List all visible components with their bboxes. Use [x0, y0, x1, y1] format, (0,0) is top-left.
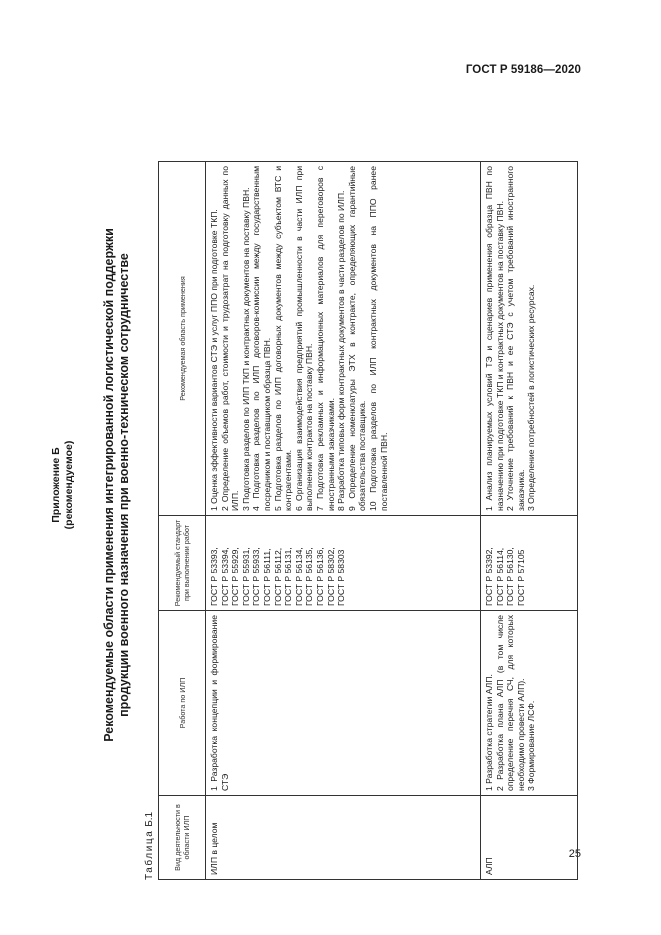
area-item: 6 Организация взаимодействия предприятий промышленности в части ИЛП при выполнении контрактов на поставку ПВН.: [293, 166, 315, 511]
area-item: 3 Подготовка разделов по ИЛП ТКП и контрактных документов на поставку ПВН.: [240, 187, 251, 511]
table-caption-number: Б.1: [144, 811, 155, 827]
standard-item: ГОСТ Р 53392,: [484, 547, 494, 606]
area-item: 1 Оценка эффективности вариантов СТЭ и услуг ППО при подготовке ТКП.: [209, 209, 219, 511]
cell-works: [481, 611, 578, 796]
cell-standards: [206, 516, 481, 611]
area-item: 5 Подготовка разделов по ИЛП договорных документов между субъектом ВТС и контрагентами.: [272, 166, 294, 511]
standard-item: ГОСТ Р 56111,: [261, 548, 272, 606]
table-caption: [144, 812, 155, 880]
area-item: 4 Подготовка разделов по ИЛП договоров-комиссии между государственным посредником и поставщиком образца ПВН.: [251, 166, 272, 511]
page-number: 25: [568, 848, 581, 860]
standard-item: ГОСТ Р 56130,: [505, 547, 516, 606]
cell-activity: АЛП: [481, 796, 578, 880]
page-title: [102, 90, 132, 880]
area-item: 7 Подготовка рекламных и информационных материалов для переговоров с иностранными заказчиками.: [314, 166, 336, 511]
area-item: 3 Определение потребностей в логистических ресурсах.: [526, 284, 537, 511]
standard-item: ГОСТ Р 56134,: [293, 547, 304, 606]
header-activity: Вид деятельности в области ИЛП: [159, 796, 206, 880]
standard-item: ГОСТ Р 55933,: [251, 547, 262, 606]
standard-item: ГОСТ Р 56112,: [272, 547, 283, 606]
area-item: 2 Уточнение требований к ПВН и ее СТЭ с учетом требований иностранного заказчика.: [505, 166, 526, 511]
work-item: 1 Разработка концепции и формирование СТЭ: [209, 615, 230, 791]
standard-item: ГОСТ Р 55929,: [230, 547, 241, 606]
standard-item: ГОСТ Р 56136,: [314, 547, 325, 606]
standard-item: ГОСТ Р 58302,: [325, 547, 336, 606]
appendix-subtitle: (рекомендуемое): [63, 440, 75, 530]
cell-standards: [481, 516, 578, 611]
header-work: Работа по ИЛП: [159, 611, 206, 796]
standard-item: ГОСТ Р 53393,: [209, 547, 219, 606]
work-item: 3 Формирование ЛСФ.: [526, 700, 537, 791]
standard-item: ГОСТ Р 58303: [336, 549, 347, 606]
rotated-content: [50, 90, 580, 880]
area-item: 1 Анализ планируемых условий ТЭ и сценариев применения образца ПВН по назначению при подготовке ТКП и контрактных документов на поставку ПВН.: [484, 166, 505, 511]
table-row: [206, 162, 481, 880]
page-title-line-1: Рекомендуемые области применения интегрированной логистической поддержки: [102, 228, 116, 742]
work-item: 1 Разработка стратегии АЛП.: [484, 674, 494, 791]
table-header-row: [159, 162, 206, 880]
document-id: ГОСТ Р 59186—2020: [465, 64, 581, 76]
standard-item: ГОСТ Р 57105: [515, 549, 526, 606]
cell-works: [206, 611, 481, 796]
standard-item: ГОСТ Р 56135,: [304, 547, 315, 606]
standard-item: ГОСТ Р 53394,: [219, 547, 230, 606]
cell-areas: [481, 162, 578, 516]
table-caption-label: Таблица: [144, 829, 155, 880]
area-item: 8 Разработка типовых форм контрактных документов в части разделов по ИЛП.: [336, 190, 347, 511]
appendix-title: Приложение Б: [50, 447, 62, 523]
area-item: 9 Определение номенклатуры ЭТХ в контракте, определяющих гарантийные обязательства поставщика.: [346, 166, 368, 511]
area-item: 10 Подготовка разделов по ИЛП контрактных документов на ППО ранее поставленной ПВН.: [367, 166, 389, 511]
appendix-heading: [50, 90, 76, 880]
recommendations-table: [158, 161, 578, 880]
cell-areas: [206, 162, 481, 516]
area-item: 2 Определение объемов работ, стоимости и трудозатрат на подготовку данных по ИЛП.: [219, 166, 241, 511]
table-row: [481, 162, 578, 880]
page-title-line-2: продукции военного назначения при военно-техническом сотрудничестве: [117, 253, 131, 717]
standard-item: ГОСТ Р 56131,: [283, 547, 294, 606]
cell-activity: ИЛП в целом: [206, 796, 481, 880]
standard-item: ГОСТ Р 55931,: [240, 547, 251, 606]
header-area: Рекомендуемая область применения: [159, 162, 206, 516]
work-item: 2 Разработка плана АЛП (в том числе определение перечня СЧ, для которых необходимо провести АЛП).: [494, 615, 526, 791]
header-standard: Рекомендуемый стандарт при выполнении работ: [159, 516, 206, 611]
standard-item: ГОСТ Р 56114,: [494, 547, 505, 606]
